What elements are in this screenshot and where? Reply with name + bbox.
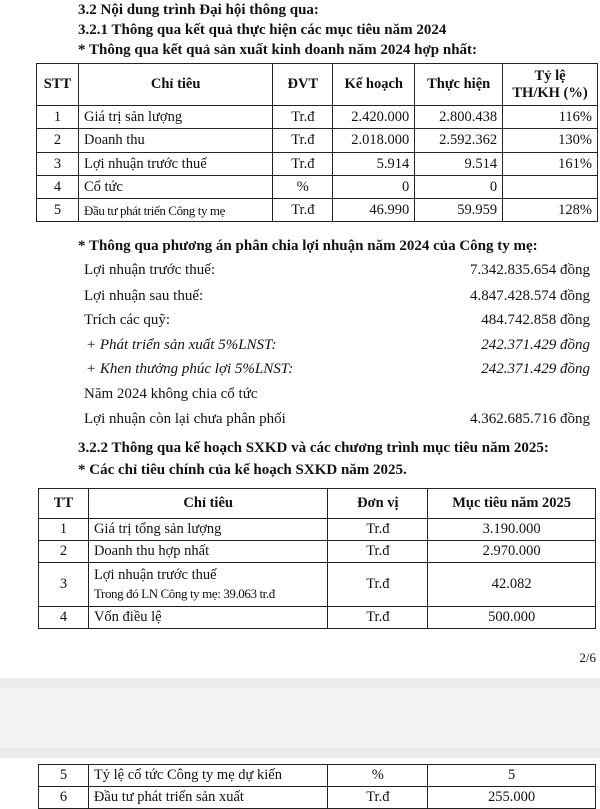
cell: Giá trị tổng sản lượng xyxy=(88,519,327,541)
cell: Đầu tư phát triển sản xuất xyxy=(88,787,328,809)
profit-label: Lợi nhuận còn lại chưa phân phối xyxy=(84,411,286,427)
cell xyxy=(88,563,327,607)
profit-value: 4.847.428.574 đồng xyxy=(470,288,590,304)
cell: 2.592.362 xyxy=(415,129,503,153)
cell: 5 xyxy=(37,199,79,222)
cell: Tr.đ xyxy=(328,787,428,809)
profit-value: 242.371.429 đồng xyxy=(481,337,590,353)
cell: 3.190.000 xyxy=(428,519,596,541)
header-ratio xyxy=(503,64,598,106)
cell: 4 xyxy=(37,176,79,199)
cell: 116% xyxy=(503,106,598,129)
cell: Tr.đ xyxy=(328,563,428,607)
section-title: 3.2 Nội dung trình Đại hội thông qua: xyxy=(78,2,319,18)
cell: 2.420.000 xyxy=(333,106,415,129)
cell: 5 xyxy=(428,765,596,787)
cell: 3 xyxy=(39,563,89,607)
cell: 2 xyxy=(37,129,79,153)
profit-label: + Phát triển sản xuất 5%LNST: xyxy=(86,337,277,353)
cell: 1 xyxy=(37,106,79,129)
page-separator xyxy=(0,678,600,758)
cell: Lợi nhuận trước thuế xyxy=(78,153,272,176)
cell: Đầu tư phát triển Công ty mẹ xyxy=(78,199,272,222)
cell: Cổ tức xyxy=(78,176,272,199)
cell: 4 xyxy=(39,607,89,629)
cell: 2.970.000 xyxy=(428,541,596,563)
cell: % xyxy=(273,176,333,199)
header-indicator: Chỉ tiêu xyxy=(88,489,327,519)
cell: Giá trị sản lượng xyxy=(78,106,272,129)
table2-heading: * Các chỉ tiêu chính của kế hoạch SXKD năm 2025. xyxy=(78,462,407,478)
subsection-title-2: 3.2.2 Thông qua kế hoạch SXKD và các chương trình mục tiêu năm 2025: xyxy=(78,440,549,456)
header-tt: TT xyxy=(39,489,89,519)
profit-label: Lợi nhuận sau thuế: xyxy=(84,288,204,304)
table-row xyxy=(37,199,598,222)
cell: 6 xyxy=(39,787,89,809)
cell: Tr.đ xyxy=(328,541,428,563)
header-plan: Kế hoạch xyxy=(333,64,415,106)
table-row xyxy=(37,129,598,153)
header-stt: STT xyxy=(37,64,79,106)
results-table-2024 xyxy=(36,63,598,222)
cell: Vốn điều lệ xyxy=(88,607,327,629)
header-ratio-line2: TH/KH (%) xyxy=(512,84,588,101)
table-header-row xyxy=(37,64,598,106)
cell: Tr.đ xyxy=(273,129,333,153)
table-row xyxy=(37,176,598,199)
profit-value: 4.362.685.716 đồng xyxy=(470,411,590,427)
cell: 130% xyxy=(503,129,598,153)
cell: 59.959 xyxy=(415,199,503,222)
profit-value: 7.342.835.654 đồng xyxy=(470,262,590,278)
header-unit: ĐVT xyxy=(273,64,333,106)
header-target: Mục tiêu năm 2025 xyxy=(428,489,596,519)
header-unit: Đơn vị xyxy=(328,489,428,519)
cell: % xyxy=(328,765,428,787)
cell: 3 xyxy=(37,153,79,176)
cell: Tr.đ xyxy=(328,519,428,541)
cell: 5 xyxy=(39,765,89,787)
plan-table-2025 xyxy=(38,488,596,629)
row-note: Trong đó LN Công ty mẹ: 39.063 tr.đ xyxy=(93,585,275,601)
cell: 1 xyxy=(39,519,89,541)
table-row xyxy=(39,765,596,787)
profit-value: 484.742.858 đồng xyxy=(481,312,590,328)
cell: 255.000 xyxy=(428,787,596,809)
table1-heading: * Thông qua kết quả sản xuất kinh doanh năm 2024 hợp nhất: xyxy=(78,42,478,58)
cell: 161% xyxy=(503,153,598,176)
table-row xyxy=(37,153,598,176)
table-row xyxy=(39,563,596,607)
cell: Tỷ lệ cổ tức Công ty mẹ dự kiến xyxy=(88,765,328,787)
cell: 2.018.000 xyxy=(333,129,415,153)
cell: Doanh thu xyxy=(78,129,272,153)
cell: Doanh thu hợp nhất xyxy=(88,541,327,563)
table-row xyxy=(39,541,596,563)
page-separator-band xyxy=(0,688,600,748)
profit-label: Năm 2024 không chia cổ tức xyxy=(84,386,258,402)
header-ratio-line1: Tỷ lệ xyxy=(534,67,566,84)
table-header-row xyxy=(39,489,596,519)
profit-label: Lợi nhuận trước thuế: xyxy=(84,262,216,278)
page-number: 2/6 xyxy=(579,650,596,665)
cell: 5.914 xyxy=(333,153,415,176)
table-row xyxy=(37,106,598,129)
cell: Tr.đ xyxy=(273,153,333,176)
header-indicator: Chỉ tiêu xyxy=(78,64,272,106)
row-name: Lợi nhuận trước thuế xyxy=(93,566,217,583)
cell: 46.990 xyxy=(333,199,415,222)
cell: 128% xyxy=(503,199,598,222)
table-row xyxy=(39,519,596,541)
cell: Tr.đ xyxy=(273,199,333,222)
cell: 2 xyxy=(39,541,89,563)
cell: 42.082 xyxy=(428,563,596,607)
cell xyxy=(503,176,598,199)
header-actual: Thực hiện xyxy=(415,64,503,106)
cell: 0 xyxy=(415,176,503,199)
cell: 500.000 xyxy=(428,607,596,629)
table-row xyxy=(39,787,596,809)
cell: Tr.đ xyxy=(328,607,428,629)
profit-heading: * Thông qua phương án phân chia lợi nhuận năm 2024 của Công ty mẹ: xyxy=(78,238,538,254)
table-row xyxy=(39,607,596,629)
cell: Tr.đ xyxy=(273,106,333,129)
profit-label: Trích các quỹ: xyxy=(84,312,171,328)
profit-label: + Khen thưởng phúc lợi 5%LNST: xyxy=(86,361,294,377)
plan-table-2025-continued xyxy=(38,764,596,809)
subsection-title-1: 3.2.1 Thông qua kết quả thực hiện các mục tiêu năm 2024 xyxy=(78,22,447,38)
cell: 2.800.438 xyxy=(415,106,503,129)
profit-value: 242.371.429 đồng xyxy=(481,361,590,377)
cell: 0 xyxy=(333,176,415,199)
cell: 9.514 xyxy=(415,153,503,176)
